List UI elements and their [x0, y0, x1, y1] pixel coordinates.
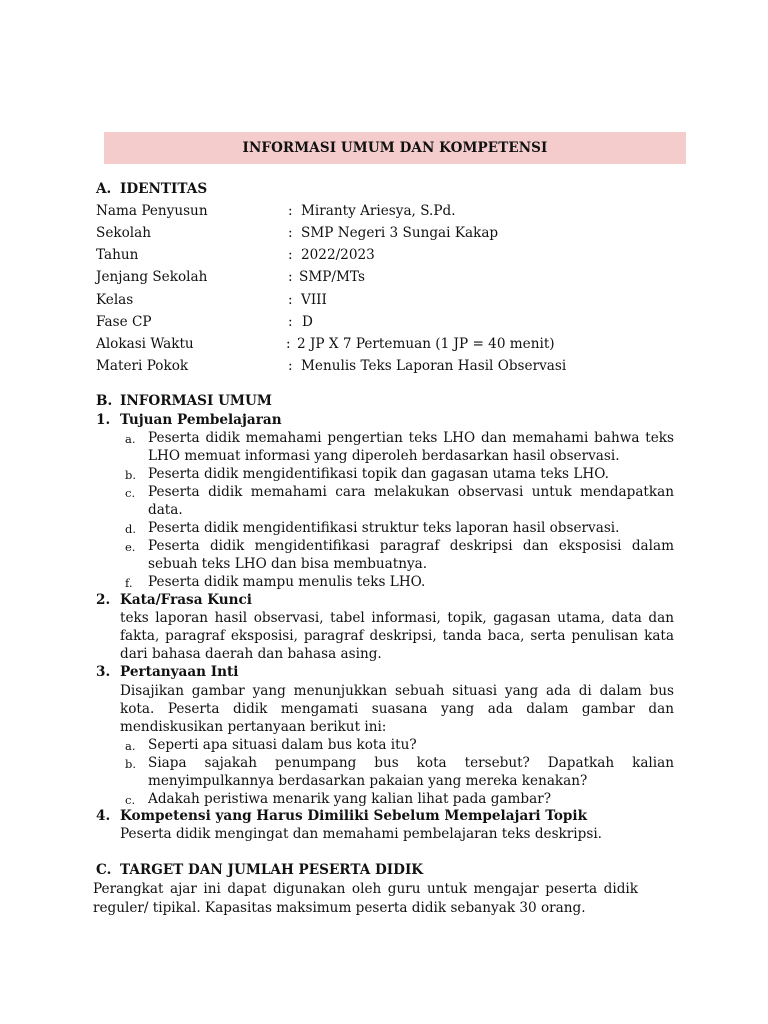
subsection-title: Kata/Frasa Kunci: [120, 592, 252, 608]
list-letter: a.: [125, 432, 136, 446]
paragraph-line: Peserta didik mengingat dan memahami pembelajaran teks deskripsi.: [120, 826, 602, 842]
section-a-marker: A.: [96, 181, 112, 197]
section-c-marker: C.: [96, 862, 112, 878]
list-letter: f.: [125, 576, 133, 590]
section-c-heading: TARGET DAN JUMLAH PESERTA DIDIK: [120, 862, 424, 878]
subsection-number: 3.: [96, 664, 111, 680]
identity-value: SMP/MTs: [299, 269, 365, 285]
subsection-number: 2.: [96, 592, 111, 608]
identity-label: Tahun: [96, 247, 139, 263]
identity-value: Menulis Teks Laporan Hasil Observasi: [301, 358, 567, 374]
identity-value: D: [302, 314, 313, 330]
subsection-number: 4.: [96, 808, 111, 824]
identity-value: 2 JP X 7 Pertemuan (1 JP = 40 menit): [297, 336, 555, 352]
identity-label: Materi Pokok: [96, 358, 189, 374]
list-item-line: Peserta didik memahami pengertian teks LHO dan memahami bahwa teks: [148, 430, 674, 446]
list-letter: b.: [125, 468, 137, 482]
paragraph-line: Disajikan gambar yang menunjukkan sebuah situasi yang ada di dalam bus: [120, 683, 674, 699]
identity-value: 2022/2023: [301, 247, 375, 263]
paragraph-line: kota. Peserta didik mengamati suasana yang ada dalam gambar dan: [120, 701, 674, 717]
subsection-title: Kompetensi yang Harus Dimiliki Sebelum Mempelajari Topik: [120, 808, 588, 824]
list-item-line: Peserta didik mengidentifikasi topik dan gagasan utama teks LHO.: [148, 466, 609, 482]
list-item-line: sebuah teks LHO dan bisa membuatnya.: [148, 556, 428, 572]
list-letter: d.: [125, 522, 137, 536]
list-item-line: Adakah peristiwa menarik yang kalian lihat pada gambar?: [148, 791, 552, 807]
identity-separator: :: [288, 203, 293, 219]
paragraph-line: reguler/ tipikal. Kapasitas maksimum peserta didik sebanyak 30 orang.: [93, 900, 586, 916]
list-item-line: Peserta didik mampu menulis teks LHO.: [148, 574, 426, 590]
section-a-heading: IDENTITAS: [120, 181, 208, 197]
list-item-line: Peserta didik memahami cara melakukan observasi untuk mendapatkan: [148, 484, 674, 500]
identity-separator: :: [288, 314, 293, 330]
identity-label: Kelas: [96, 292, 134, 308]
paragraph-line: dari bahasa daerah dan bahasa asing.: [120, 646, 382, 662]
identity-separator: :: [288, 225, 293, 241]
list-item-line: data.: [148, 502, 183, 518]
paragraph-line: teks laporan hasil observasi, tabel informasi, topik, gagasan utama, data dan: [120, 610, 674, 626]
identity-value: VIII: [301, 292, 327, 308]
identity-separator: :: [288, 247, 293, 263]
list-item-line: Siapa sajakah penumpang bus kota tersebut? Dapatkah kalian: [148, 755, 674, 771]
list-item-line: Peserta didik mengidentifikasi struktur teks laporan hasil observasi.: [148, 520, 620, 536]
identity-label: Fase CP: [96, 314, 152, 330]
identity-separator: :: [288, 269, 293, 285]
list-letter: c.: [125, 486, 136, 500]
list-item-line: LHO memuat informasi yang diperoleh berdasarkan hasil observasi.: [148, 448, 620, 464]
paragraph-line: mendiskusikan pertanyaan berikut ini:: [120, 719, 387, 735]
identity-label: Jenjang Sekolah: [96, 269, 208, 285]
section-b-marker: B.: [96, 393, 113, 409]
identity-separator: :: [288, 292, 293, 308]
list-letter: b.: [125, 757, 137, 771]
section-b-heading: INFORMASI UMUM: [120, 393, 272, 409]
identity-label: Sekolah: [96, 225, 151, 241]
identity-separator: :: [288, 358, 293, 374]
identity-label: Nama Penyusun: [96, 203, 208, 219]
subsection-title: Pertanyaan Inti: [120, 664, 239, 680]
list-item-line: menyimpulkannya berdasarkan pakaian yang mereka kenakan?: [148, 773, 588, 789]
paragraph-line: fakta, paragraf eksposisi, paragraf deskripsi, tanda baca, serta penulisan kata: [120, 628, 674, 644]
identity-value: SMP Negeri 3 Sungai Kakap: [301, 225, 499, 241]
identity-label: Alokasi Waktu: [96, 336, 194, 352]
paragraph-line: Perangkat ajar ini dapat digunakan oleh guru untuk mengajar peserta didik: [93, 881, 638, 897]
identity-separator: :: [286, 336, 291, 352]
list-letter: c.: [125, 793, 136, 807]
list-letter: a.: [125, 739, 136, 753]
identity-value: Miranty Ariesya, S.Pd.: [301, 203, 456, 219]
section-banner: INFORMASI UMUM DAN KOMPETENSI: [104, 132, 686, 164]
subsection-number: 1.: [96, 412, 111, 428]
list-letter: e.: [125, 540, 136, 554]
list-item-line: Peserta didik mengidentifikasi paragraf deskripsi dan eksposisi dalam: [148, 538, 674, 554]
list-item-line: Seperti apa situasi dalam bus kota itu?: [148, 737, 417, 753]
subsection-title: Tujuan Pembelajaran: [120, 412, 282, 428]
